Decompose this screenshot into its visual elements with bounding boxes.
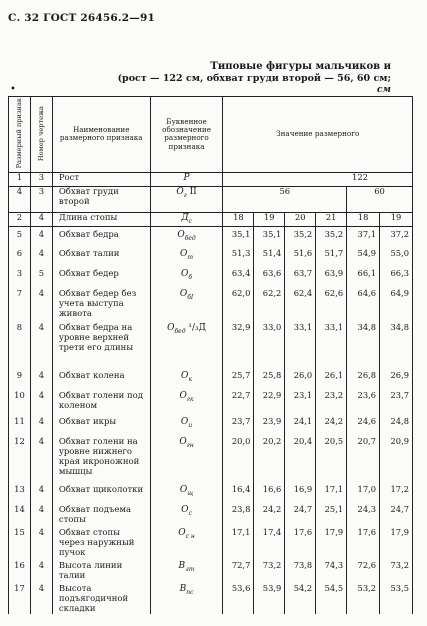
cell-value: 19: [254, 212, 285, 226]
cell-value: 74,3: [316, 558, 347, 581]
cell-symbol: $О_{бI}$: [150, 286, 223, 320]
cell-name: Высота подъягодичной складки: [52, 581, 150, 614]
cell-value: 37,2: [380, 226, 413, 246]
cell-c1: 12: [9, 434, 31, 482]
cell-value: 16,4: [223, 482, 254, 502]
table-header-row: [9, 97, 413, 173]
cell-value: 35,2: [316, 226, 347, 246]
cell-value: 20,2: [254, 434, 285, 482]
cell-c2: 5: [30, 266, 52, 286]
cell-name: Высота линии талии: [52, 558, 150, 581]
cell-value: 24,7: [285, 502, 316, 525]
cell-symbol: $О_г$ II: [150, 186, 223, 212]
cell-value: 20,7: [347, 434, 380, 482]
page-header: С. 32 ГОСТ 26456.2—91: [8, 12, 155, 24]
cell-value: 66,1: [347, 266, 380, 286]
cell-c1: 8: [9, 320, 31, 368]
cell-symbol: $О_т$: [150, 246, 223, 266]
cell-c2: 3: [30, 186, 52, 212]
cell-c1: 5: [9, 226, 31, 246]
table-row: [9, 482, 413, 502]
cell-value: 24,7: [380, 502, 413, 525]
cell-value: 32,9: [223, 320, 254, 368]
cell-c1: 7: [9, 286, 31, 320]
cell-symbol: $В_{пс}$: [150, 581, 223, 614]
cell-name: Обхват бедер без учета выступа живота: [52, 286, 150, 320]
cell-c1: 9: [9, 368, 31, 388]
cell-symbol: $О_{гн}$: [150, 434, 223, 482]
cell-c1: 10: [9, 388, 31, 414]
cell-c1: 14: [9, 502, 31, 525]
cell-value: 20,0: [223, 434, 254, 482]
cell-value: 73,8: [285, 558, 316, 581]
cell-value: 62,6: [316, 286, 347, 320]
cell-value: 37,1: [347, 226, 380, 246]
cell-name: Обхват груди второй: [52, 186, 150, 212]
cell-value: 20,9: [380, 434, 413, 482]
cell-value: 51,6: [285, 246, 316, 266]
table-row: [9, 286, 413, 320]
cell-c2: 4: [30, 388, 52, 414]
table-row: [9, 226, 413, 246]
cell-value: 26,8: [347, 368, 380, 388]
cell-value: 17,0: [347, 482, 380, 502]
table-row: [9, 525, 413, 558]
table-row: [9, 388, 413, 414]
cell-value: 22,9: [254, 388, 285, 414]
cell-c1: 13: [9, 482, 31, 502]
cell-value: 33,1: [316, 320, 347, 368]
header-feature-num: Размерный признак: [9, 97, 31, 173]
cell-name: Рост: [52, 172, 150, 186]
cell-c1: 11: [9, 414, 31, 434]
cell-value: 24,2: [316, 414, 347, 434]
table-row: [9, 246, 413, 266]
table-caption-line2: (рост — 122 см, обхват груди второй — 56, 60 см;: [117, 73, 391, 84]
cell-c2: 4: [30, 482, 52, 502]
table-row: [9, 414, 413, 434]
cell-value: 54,2: [285, 581, 316, 614]
cell-c2: 4: [30, 581, 52, 614]
cell-c2: 4: [30, 434, 52, 482]
table-row-height: [9, 172, 413, 186]
cell-value: 34,8: [347, 320, 380, 368]
cell-value: 62,0: [223, 286, 254, 320]
cell-value: 51,3: [223, 246, 254, 266]
cell-value: 63,6: [254, 266, 285, 286]
cell-value: 35,2: [285, 226, 316, 246]
cell-value: 16,6: [254, 482, 285, 502]
cell-c1: 3: [9, 266, 31, 286]
cell-value: 24,3: [347, 502, 380, 525]
cell-value: 54,5: [316, 581, 347, 614]
cell-symbol: $О_{бед}$ ¹/₃Д: [150, 320, 223, 368]
header-feature-name: Наименование размерного признака: [52, 97, 150, 173]
cell-symbol: $О_щ$: [150, 482, 223, 502]
table-caption-unit: см: [376, 85, 391, 95]
cell-name: Обхват бедер: [52, 266, 150, 286]
header-letter-symbol: Буквенное обозначение размерного признака: [150, 97, 223, 173]
cell-value: 21: [316, 212, 347, 226]
cell-name: Обхват икры: [52, 414, 150, 434]
cell-c1: 15: [9, 525, 31, 558]
cell-value: 73,2: [380, 558, 413, 581]
cell-value: 51,4: [254, 246, 285, 266]
cell-value: 22,7: [223, 388, 254, 414]
cell-value: 26,9: [380, 368, 413, 388]
cell-c2: 4: [30, 525, 52, 558]
cell-c1: 6: [9, 246, 31, 266]
cell-value: 23,1: [285, 388, 316, 414]
cell-value: 24,6: [347, 414, 380, 434]
cell-name: Обхват голени на уровне нижнего края икроножной мышцы: [52, 434, 150, 482]
table-row: [9, 266, 413, 286]
cell-value: 53,6: [223, 581, 254, 614]
cell-value: 18: [347, 212, 380, 226]
header-value: Значение размерного: [223, 97, 413, 173]
cell-value: 17,1: [316, 482, 347, 502]
cell-value: 20,5: [316, 434, 347, 482]
cell-name: Обхват стопы через наружный пучок: [52, 525, 150, 558]
cell-value: 63,4: [223, 266, 254, 286]
cell-c2: 4: [30, 414, 52, 434]
cell-c1: 4: [9, 186, 31, 212]
cell-value: 17,9: [316, 525, 347, 558]
table-row-foot: [9, 212, 413, 226]
cell-c1: 1: [9, 172, 31, 186]
cell-value: 23,8: [223, 502, 254, 525]
cell-value: 24,2: [254, 502, 285, 525]
cell-value: 17,1: [223, 525, 254, 558]
header-drawing-num: Номер чертежа: [30, 97, 52, 173]
cell-value: 17,9: [380, 525, 413, 558]
cell-c2: 4: [30, 558, 52, 581]
cell-value: 62,2: [254, 286, 285, 320]
cell-value: 23,7: [223, 414, 254, 434]
cell-value: 24,8: [380, 414, 413, 434]
cell-value: 24,1: [285, 414, 316, 434]
cell-value: 17,6: [285, 525, 316, 558]
cell-c2: 4: [30, 212, 52, 226]
cell-value: 19: [380, 212, 413, 226]
table-row: [9, 368, 413, 388]
cell-value: 23,7: [380, 388, 413, 414]
cell-value: 25,1: [316, 502, 347, 525]
cell-c2: 4: [30, 320, 52, 368]
cell-c2: 4: [30, 368, 52, 388]
cell-c1: 16: [9, 558, 31, 581]
measurements-table: [8, 96, 413, 614]
cell-value: 55,0: [380, 246, 413, 266]
cell-symbol: $Д_с$: [150, 212, 223, 226]
table-row: [9, 502, 413, 525]
cell-value: 54,9: [347, 246, 380, 266]
cell-value: 63,7: [285, 266, 316, 286]
cell-value: 35,1: [254, 226, 285, 246]
cell-value: 51,7: [316, 246, 347, 266]
cell-value: 26,0: [285, 368, 316, 388]
cell-value: 33,1: [285, 320, 316, 368]
cell-value: 23,6: [347, 388, 380, 414]
cell-symbol: $О_{с н}$: [150, 525, 223, 558]
cell-value: 33,0: [254, 320, 285, 368]
cell-value: 17,6: [347, 525, 380, 558]
cell-value: 64,6: [347, 286, 380, 320]
cell-value: 66,3: [380, 266, 413, 286]
table-row: [9, 581, 413, 614]
cell-symbol: $О_и$: [150, 414, 223, 434]
cell-c1: 17: [9, 581, 31, 614]
cell-c2: 4: [30, 286, 52, 320]
cell-name: Обхват колена: [52, 368, 150, 388]
cell-value: 26,1: [316, 368, 347, 388]
cell-c2: 4: [30, 226, 52, 246]
table-row: [9, 558, 413, 581]
cell-value: 20: [285, 212, 316, 226]
cell-c1: 2: [9, 212, 31, 226]
cell-value: 23,9: [254, 414, 285, 434]
cell-value: 64,9: [380, 286, 413, 320]
cell-value: 25,7: [223, 368, 254, 388]
cell-value: 72,6: [347, 558, 380, 581]
cell-name: Обхват бедра: [52, 226, 150, 246]
cell-value: 62,4: [285, 286, 316, 320]
cell-value: 16,9: [285, 482, 316, 502]
cell-value: 17,2: [380, 482, 413, 502]
cell-height-value: 122: [223, 172, 413, 186]
cell-value: 53,9: [254, 581, 285, 614]
cell-symbol: $В_{лт}$: [150, 558, 223, 581]
cell-name: Обхват бедра на уровне верхней трети его длины: [52, 320, 150, 368]
cell-value: 18: [223, 212, 254, 226]
cell-value: 35,1: [223, 226, 254, 246]
cell-symbol: $О_с$: [150, 502, 223, 525]
cell-value: 53,5: [380, 581, 413, 614]
cell-name: Длина стопы: [52, 212, 150, 226]
table-row: [9, 320, 413, 368]
cell-name: Обхват подъема стопы: [52, 502, 150, 525]
cell-c2: 3: [30, 172, 52, 186]
cell-value: 63,9: [316, 266, 347, 286]
cell-symbol: Р: [150, 172, 223, 186]
cell-value: 73,2: [254, 558, 285, 581]
table-caption-line1: Типовые фигуры мальчиков и: [210, 61, 391, 72]
table-row: [9, 434, 413, 482]
cell-name: Обхват щиколотки: [52, 482, 150, 502]
cell-c2: 4: [30, 502, 52, 525]
cell-c2: 4: [30, 246, 52, 266]
cell-symbol: $О_к$: [150, 368, 223, 388]
cell-name: Обхват талии: [52, 246, 150, 266]
table-row-girth: [9, 186, 413, 212]
cell-value: 25,8: [254, 368, 285, 388]
cell-name: Обхват голени под коленом: [52, 388, 150, 414]
cell-girth-60: 60: [347, 186, 413, 212]
cell-symbol: $О_{бед}$: [150, 226, 223, 246]
cell-value: 34,8: [380, 320, 413, 368]
cell-value: 53,2: [347, 581, 380, 614]
cell-symbol: $О_б$: [150, 266, 223, 286]
margin-mark: •: [10, 84, 16, 95]
cell-symbol: $О_{гк}$: [150, 388, 223, 414]
cell-girth-56: 56: [223, 186, 347, 212]
cell-value: 72,7: [223, 558, 254, 581]
cell-value: 20,4: [285, 434, 316, 482]
cell-value: 17,4: [254, 525, 285, 558]
cell-value: 23,2: [316, 388, 347, 414]
